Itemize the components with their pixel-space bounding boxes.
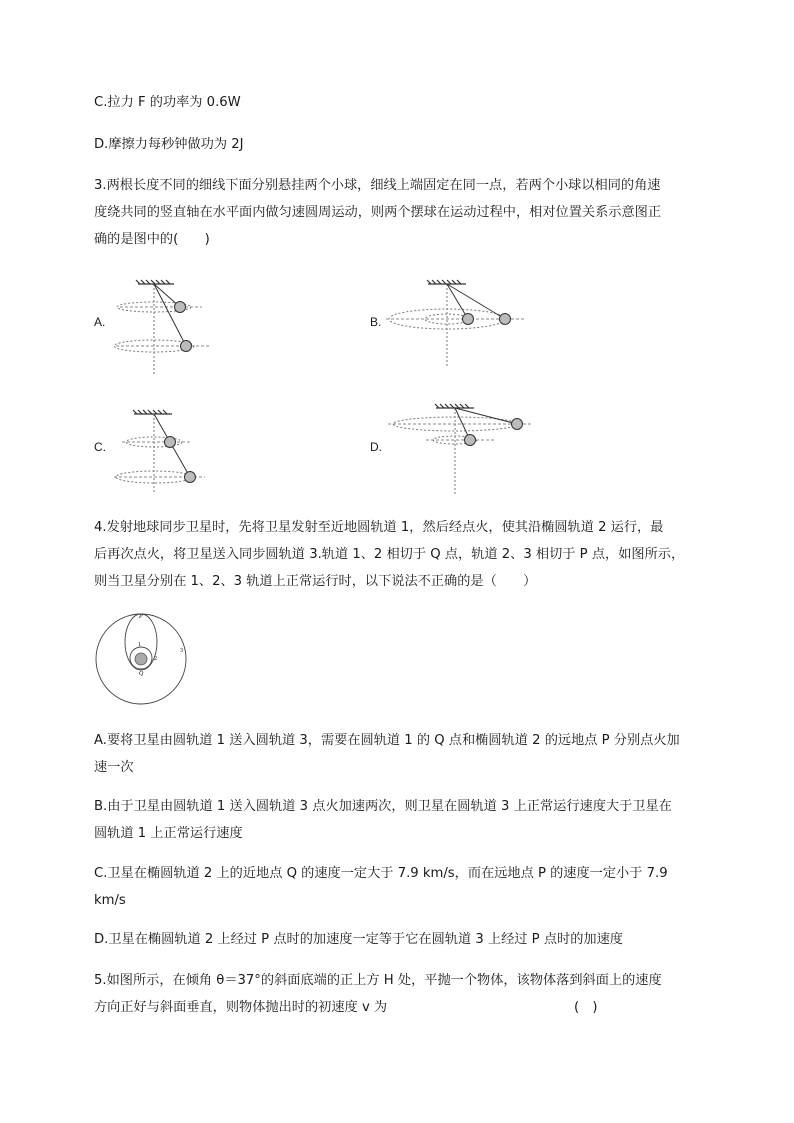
earth — [135, 653, 147, 665]
fig-b-label: B. — [370, 315, 382, 329]
q5-answer-bracket: ( ) — [574, 1000, 598, 1015]
q5-line-2: 方向正好与斜面垂直，则物体抛出时的初速度 v 为 — [94, 1000, 388, 1015]
fig-c-label: C. — [94, 440, 106, 454]
pendulum-figure-b — [386, 278, 531, 368]
q4-option-c-1: C.卫星在椭圆轨道 2 上的近地点 Q 的速度一定大于 7.9 km/s，而在远地点 P 的速度一定小于 7.9 — [94, 866, 668, 881]
option-d-line: D.摩擦力每秒钟做功为 2J — [94, 137, 244, 152]
q4-line-2: 后再次点火，将卫星送入同步圆轨道 3.轨道 1、2 相切于 Q 点，轨道 2、3 相切于 P 点，如图所示， — [94, 547, 685, 562]
q5-line-1: 5.如图所示，在倾角 θ＝37°的斜面底端的正上方 H 处，平抛一个物体，该物体落到斜面上的速度 — [94, 973, 662, 988]
q3-line-3: 确的是图中的( ) — [94, 232, 210, 247]
label-2: 2 — [154, 656, 157, 662]
label-1: 1 — [138, 642, 141, 648]
fig-d-label: D. — [370, 440, 382, 454]
q4-line-3: 则当卫星分别在 1、2、3 轨道上正常运行时，以下说法不正确的是（ ） — [94, 574, 537, 589]
q4-line-1: 4.发射地球同步卫星时，先将卫星发射至近地圆轨道 1，然后经点火，使其沿椭圆轨道 2 运行，最 — [94, 520, 664, 535]
q4-option-a-2: 速一次 — [94, 760, 134, 775]
q3-line-1: 3.两根长度不同的细线下面分别悬挂两个小球，细线上端固定在同一点，若两个小球以相同的角速 — [94, 178, 661, 193]
fig-a-label: A. — [94, 315, 106, 329]
label-p: P — [139, 614, 143, 620]
q3-line-2: 度绕共同的竖直轴在水平面内做匀速圆周运动，则两个摆球在运动过程中，相对位置关系示意图正 — [94, 205, 662, 220]
q4-option-b-2: 圆轨道 1 上正常运行速度 — [94, 826, 243, 841]
label-3: 3 — [180, 648, 183, 654]
option-c-line: C.拉力 F 的功率为 0.6W — [94, 95, 241, 110]
q4-option-c-2: km/s — [94, 893, 126, 908]
pendulum-figure-d — [386, 402, 536, 497]
pendulum-figure-a — [110, 278, 220, 378]
q4-option-b-1: B.由于卫星由圆轨道 1 送入圆轨道 3 点火加速两次，则卫星在圆轨道 3 上正常运行速度大于卫星在 — [94, 799, 672, 814]
q4-option-d: D.卫星在椭圆轨道 2 上经过 P 点时的加速度一定等于它在圆轨道 3 上经过 P 点时的加速度 — [94, 932, 623, 947]
q4-option-a-1: A.要将卫星由圆轨道 1 送入圆轨道 3，需要在圆轨道 1 的 Q 点和椭圆轨道 2 的远地点 P 分别点火加 — [94, 733, 680, 748]
orbit-diagram — [94, 612, 194, 707]
label-q: Q — [139, 671, 144, 677]
pendulum-figure-c — [110, 408, 220, 498]
